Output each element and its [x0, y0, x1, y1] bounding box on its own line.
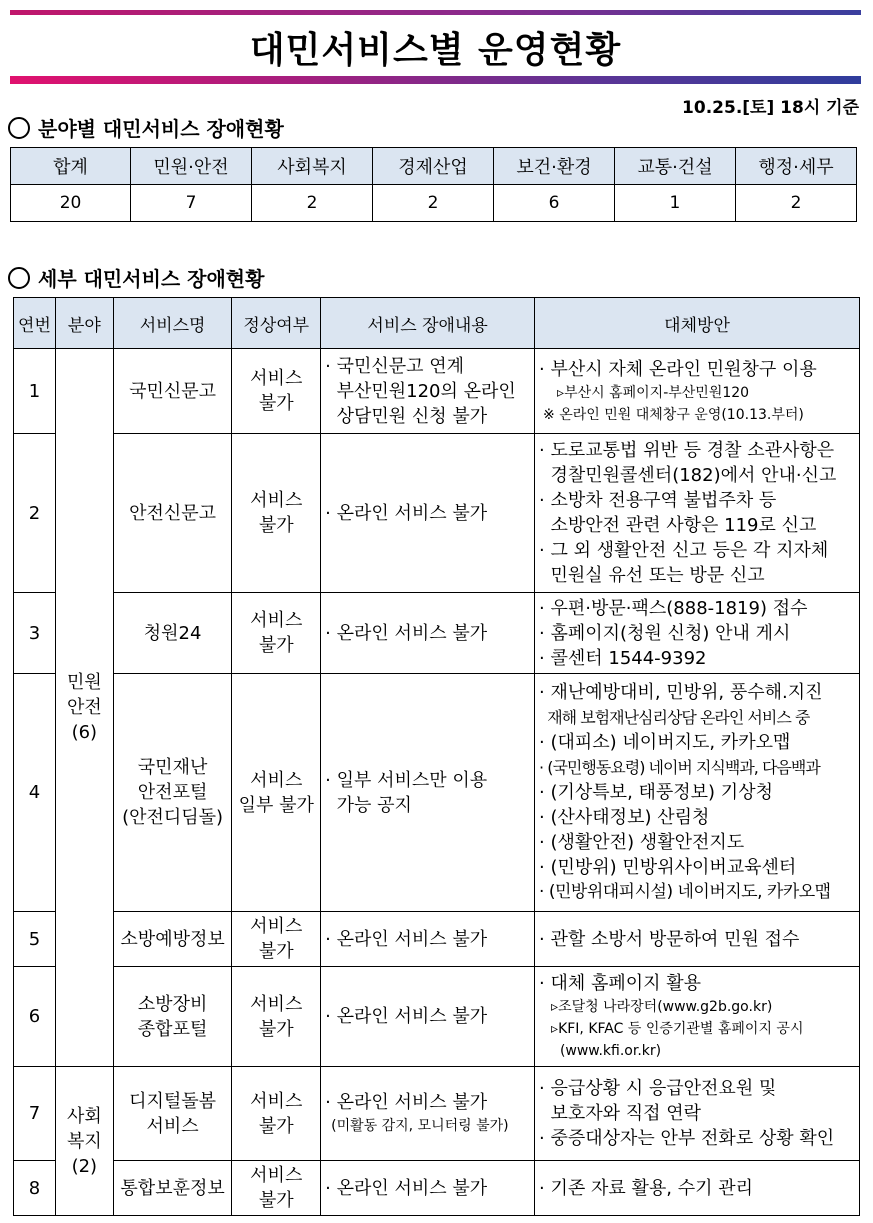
issue-line: 상담민원 신청 불가 [325, 405, 488, 427]
service-status [232, 349, 321, 434]
row-number: 8 [14, 1161, 56, 1216]
status-line: 서비스 [250, 916, 303, 937]
detail-header-cell: 대체방안 [535, 298, 860, 349]
alternative-measure [535, 912, 860, 967]
service-name [113, 967, 232, 1067]
summary-value-cell: 2 [373, 185, 494, 222]
service-name [113, 593, 232, 674]
alt-line: 민원실 유선 또는 방문 신고 [539, 565, 765, 586]
issue-description [321, 593, 535, 674]
service-name [113, 434, 232, 593]
status-line: 서비스 [250, 368, 303, 389]
table-row [14, 674, 860, 912]
detail-header-cell: 연번 [14, 298, 56, 349]
table-row [14, 593, 860, 674]
summary-header-cell: 경제산업 [373, 148, 494, 185]
detail-table [13, 297, 860, 1216]
summary-value-cell: 2 [252, 185, 373, 222]
service-status [232, 674, 321, 912]
table-row [14, 434, 860, 593]
summary-header-cell: 합계 [11, 148, 131, 185]
service-name-line: 디지털돌봄 [129, 1090, 217, 1112]
service-name-line: 국민신문고 [129, 380, 217, 402]
table-row [14, 1161, 860, 1216]
issue-description [321, 967, 535, 1067]
alt-line: 경찰민원콜센터(182)에서 안내·신고 [539, 465, 837, 486]
alternative-measure [535, 349, 860, 434]
row-number: 3 [14, 593, 56, 674]
category-line: (6) [71, 722, 98, 743]
alt-line: · 응급상황 시 응급안전요원 및 [539, 1078, 777, 1099]
issue-line: · 국민신문고 연계 [325, 355, 465, 377]
alt-line: · (민방위) 민방위사이버교육센터 [539, 857, 797, 878]
service-name-line: 통합보훈정보 [120, 1177, 225, 1199]
status-line: 일부 불가 [238, 794, 314, 816]
service-name-line: 소방예방정보 [120, 928, 225, 950]
issue-description [321, 674, 535, 912]
section-heading-summary [8, 113, 284, 142]
summary-value-cell: 2 [735, 185, 856, 222]
service-name-line: 안전포털 [137, 782, 208, 803]
alt-line: · 우편·방문·팩스(888-1819) 접수 [539, 597, 808, 619]
alternative-measure [535, 593, 860, 674]
service-status [232, 967, 321, 1067]
status-line: 불가 [258, 1018, 294, 1040]
detail-header-cell: 서비스 장애내용 [321, 298, 535, 349]
alt-line: · 홈페이지(청원 신청) 안내 게시 [539, 622, 791, 644]
row-number: 6 [14, 967, 56, 1067]
service-name [113, 912, 232, 967]
alt-line: 보호자와 직접 연락 [539, 1103, 702, 1124]
alt-line: ▹부산시 홈페이지-부산민원120 [557, 384, 750, 401]
section-heading-text: 세부 대민서비스 장애현황 [38, 267, 265, 291]
alternative-measure [535, 1067, 860, 1161]
status-line: 불가 [258, 1115, 294, 1137]
alt-line: · 관할 소방서 방문하여 민원 접수 [539, 928, 800, 950]
issue-line: · 온라인 서비스 불가 [325, 1092, 488, 1113]
summary-header-row [11, 148, 857, 185]
as-of-date: 10.25.[토] 18시 기준 [682, 98, 859, 118]
category-line: 복지 [66, 1130, 102, 1152]
table-row [14, 912, 860, 967]
row-number: 4 [14, 674, 56, 912]
issue-description [321, 349, 535, 434]
alt-line: · (대피소) 네이버지도, 카카오맵 [539, 732, 791, 753]
alt-line: · 도로교통법 위반 등 경찰 소관사항은 [539, 440, 835, 461]
issue-description [321, 434, 535, 593]
service-name [113, 349, 232, 434]
alt-line: 재해 보험재난심리상담 온라인 서비스 중 [539, 708, 810, 727]
category-cell [55, 1067, 113, 1216]
summary-header-cell: 사회복지 [252, 148, 373, 185]
service-status [232, 912, 321, 967]
status-line: 불가 [258, 635, 294, 656]
issue-description [321, 912, 535, 967]
alternative-measure [535, 434, 860, 593]
alt-line: · 콜센터 1544-9392 [539, 647, 707, 669]
alt-line: · (산사태정보) 산림청 [539, 807, 710, 828]
service-name [113, 1161, 232, 1216]
issue-line: · 온라인 서비스 불가 [325, 502, 488, 524]
service-name-line: 청원24 [143, 622, 202, 644]
issue-line: · 일부 서비스만 이용 [325, 769, 488, 791]
service-status [232, 1161, 321, 1216]
detail-header-cell: 정상여부 [232, 298, 321, 349]
issue-description [321, 1161, 535, 1216]
status-line: 불가 [258, 515, 294, 536]
issue-line: · 온라인 서비스 불가 [325, 1177, 488, 1199]
category-line: 안전 [66, 697, 102, 718]
status-line: 불가 [258, 393, 294, 414]
issue-line: · 온라인 서비스 불가 [325, 928, 488, 950]
service-name-line: 국민재난 [137, 757, 208, 778]
category-cell [55, 349, 113, 1067]
alt-line: 소방안전 관련 사항은 119로 신고 [539, 515, 817, 536]
circle-bullet-icon [8, 267, 30, 289]
status-line: 서비스 [250, 490, 303, 511]
row-number: 7 [14, 1067, 56, 1161]
summary-value-cell: 7 [131, 185, 252, 222]
alternative-measure [535, 967, 860, 1067]
alt-line: ▹조달청 나라장터(www.g2b.go.kr) [551, 999, 773, 1015]
status-line: 불가 [258, 1190, 294, 1211]
issue-line: · 온라인 서비스 불가 [325, 1006, 488, 1027]
alt-line: · 부산시 자체 온라인 민원창구 이용 [539, 358, 817, 380]
detail-header-cell: 분야 [55, 298, 113, 349]
summary-value-row [11, 185, 857, 222]
issue-line: (미활동 감지, 모니터링 불가) [331, 1118, 509, 1134]
alt-line: · (국민행동요령) 네이버 지식백과, 다음백과 [539, 758, 820, 777]
category-line: 민원 [66, 672, 102, 693]
alt-line: · 기존 자료 활용, 수기 관리 [539, 1177, 753, 1199]
issue-line: · 온라인 서비스 불가 [325, 622, 488, 644]
service-status [232, 434, 321, 593]
service-name-line: 안전신문고 [129, 502, 217, 524]
table-row [14, 349, 860, 434]
status-line: 서비스 [250, 769, 303, 791]
service-name-line: 소방장비 [137, 993, 208, 1015]
service-name-line: 종합포털 [137, 1018, 208, 1040]
status-line: 서비스 [250, 610, 303, 631]
alternative-measure [535, 1161, 860, 1216]
title-bottom-rule [10, 76, 861, 84]
status-line: 서비스 [250, 1165, 303, 1186]
issue-line: 부산민원120의 온라인 [325, 380, 516, 402]
service-name [113, 1067, 232, 1161]
table-row [14, 967, 860, 1067]
circle-bullet-icon [8, 117, 30, 139]
title-banner [10, 10, 861, 84]
category-line: 사회 [66, 1105, 102, 1127]
summary-header-cell: 행정·세무 [735, 148, 856, 185]
status-line: 서비스 [250, 1090, 303, 1112]
summary-header-cell: 보건·환경 [493, 148, 614, 185]
alt-line: (www.kfi.or.kr) [551, 1043, 662, 1059]
alt-line: ※ 온라인 민원 대체창구 운영(10.13.부터) [543, 406, 804, 423]
summary-header-cell: 민원·안전 [131, 148, 252, 185]
alt-line: · 소방차 전용구역 불법주차 등 [539, 490, 777, 511]
summary-header-cell: 교통·건설 [614, 148, 735, 185]
alt-line: · 그 외 생활안전 신고 등은 각 지자체 [539, 540, 829, 561]
service-name-line: (안전디딤돌) [122, 807, 224, 828]
alternative-measure [535, 674, 860, 912]
summary-table [10, 147, 857, 222]
table-row [14, 1067, 860, 1161]
category-line: (2) [71, 1155, 98, 1177]
title-top-rule [10, 10, 861, 15]
issue-description [321, 1067, 535, 1161]
service-status [232, 593, 321, 674]
service-name [113, 674, 232, 912]
service-status [232, 1067, 321, 1161]
section-heading-text: 분야별 대민서비스 장애현황 [38, 117, 284, 141]
row-number: 1 [14, 349, 56, 434]
summary-value-cell: 1 [614, 185, 735, 222]
alt-line: · (기상특보, 태풍정보) 기상청 [539, 782, 773, 803]
alt-line: · 대체 홈페이지 활용 [539, 973, 702, 994]
page-title: 대민서비스별 운영현황 [249, 30, 622, 71]
alt-line: · 중증대상자는 안부 전화로 상황 확인 [539, 1128, 835, 1149]
summary-value-cell: 20 [11, 185, 131, 222]
alt-line: ▹KFI, KFAC 등 인증기관별 홈페이지 공시 [551, 1021, 804, 1037]
issue-line: 가능 공지 [325, 794, 412, 816]
row-number: 2 [14, 434, 56, 593]
status-line: 서비스 [250, 993, 303, 1015]
detail-header-cell: 서비스명 [113, 298, 232, 349]
section-heading-detail [8, 263, 264, 292]
alt-line: · (민방위대피시설) 네이버지도, 카카오맵 [539, 882, 831, 902]
status-line: 불가 [258, 941, 294, 962]
alt-line: · 재난예방대비, 민방위, 풍수해.지진 [539, 682, 823, 703]
alt-line: · (생활안전) 생활안전지도 [539, 832, 745, 853]
summary-value-cell: 6 [493, 185, 614, 222]
row-number: 5 [14, 912, 56, 967]
detail-header-row [14, 298, 860, 349]
service-name-line: 서비스 [146, 1115, 199, 1137]
